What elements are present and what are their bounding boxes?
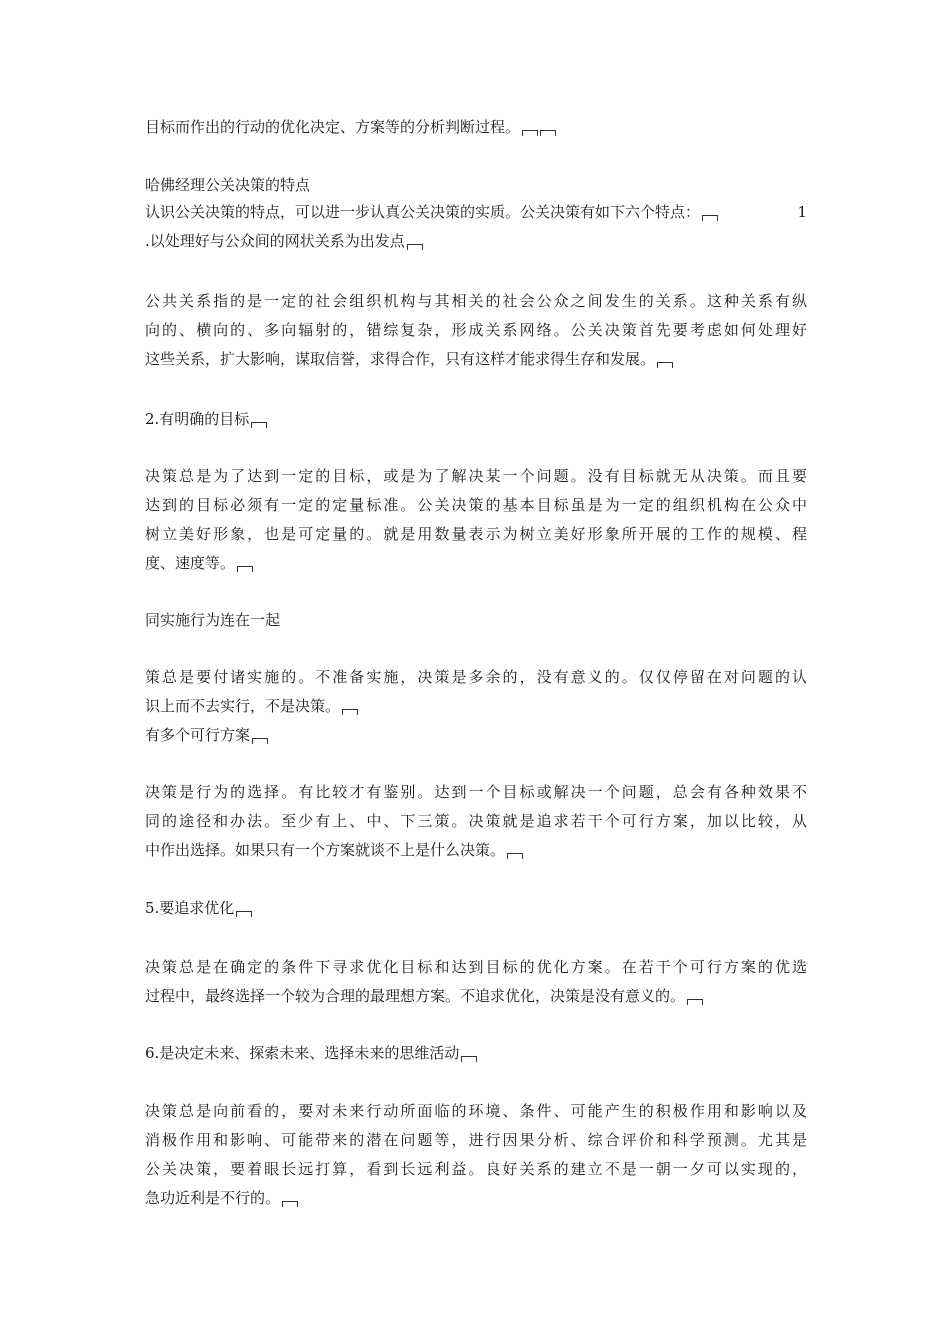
paragraph-mark-icon — [540, 130, 556, 136]
paragraph-line: 决策总是为了达到一定的目标，或是为了解决某一个问题。没有目标就无从决策。而且要 — [145, 467, 807, 485]
paragraph-line: 决策是行为的选择。有比较才有鉴别。达到一个目标或解决一个问题，总会有各种效果不 — [145, 783, 807, 801]
paragraph-mark-icon — [507, 853, 523, 859]
paragraph-line: 达到的目标必须有一定的定量标准。公关决策的基本目标虽是为一定的组织机构在公众中 — [145, 496, 807, 514]
paragraph-line: 向的、横向的、多向辐射的，错综复杂，形成关系网络。公关决策首先要考虑如何处理好 — [145, 321, 807, 339]
paragraph-line: 策总是要付诸实施的。不准备实施，决策是多余的，没有意义的。仅仅停留在对问题的认 — [145, 668, 807, 686]
paragraph-mark-icon — [522, 130, 538, 136]
feature-heading-1: .以处理好与公众间的网状关系为出发点 — [145, 231, 807, 251]
paragraph-line: 决策总是向前看的，要对未来行动所面临的环境、条件、可能产生的积极作用和影响以及 — [145, 1102, 807, 1120]
paragraph-mark-icon — [252, 738, 268, 744]
paragraph-mark-icon — [282, 1201, 298, 1207]
list-number: 1 — [797, 203, 807, 221]
paragraph-mark-icon — [702, 215, 718, 221]
section-heading: 哈佛经理公关决策的特点 — [145, 176, 311, 194]
paragraph-mark-icon — [342, 709, 358, 715]
intro-paragraph-line: 认识公关决策的特点，可以进一步认真公关决策的实质。公关决策有如下六个特点： 1 — [145, 203, 807, 221]
paragraph-line: 树立美好形象，也是可定量的。就是用数量表示为树立美好形象所开展的工作的规模、程 — [145, 525, 807, 543]
paragraph-line: 消极作用和影响、可能带来的潜在问题等，进行因果分析、综合评价和科学预测。尤其是 — [145, 1131, 807, 1149]
paragraph-mark-icon — [687, 999, 703, 1005]
paragraph-line: 决策总是在确定的条件下寻求优化目标和达到目标的优化方案。在若干个可行方案的优选 — [145, 958, 807, 976]
feature-heading-2: 2.有明确的目标 — [145, 409, 807, 429]
paragraph-line: 过程中，最终选择一个较为合理的最理想方案。不追求优化，决策是没有意义的。 — [145, 986, 807, 1006]
paragraph-mark-icon — [251, 422, 267, 428]
feature-heading-3: 同实施行为连在一起 — [145, 611, 281, 629]
feature-heading-6: 6.是决定未来、探索未来、选择未来的思维活动 — [145, 1043, 807, 1063]
paragraph-line: 识上而不去实行，不是决策。 — [145, 696, 807, 716]
paragraph-mark-icon — [407, 244, 423, 250]
paragraph-mark-icon — [461, 1056, 477, 1062]
paragraph-line: 同的途径和办法。至少有上、中、下三策。决策就是追求若干个可行方案，加以比较，从 — [145, 812, 807, 830]
feature-heading-5: 5.要追求优化 — [145, 898, 807, 918]
paragraph-mark-icon — [236, 911, 252, 917]
intro-text-line: 目标而作出的行动的优化决定、方案等的分析判断过程。 — [145, 117, 807, 137]
paragraph-mark-icon — [237, 566, 253, 572]
paragraph-line: 这些关系，扩大影响，谋取信誉，求得合作，只有这样才能求得生存和发展。 — [145, 349, 807, 369]
paragraph-line: 中作出选择。如果只有一个方案就谈不上是什么决策。 — [145, 840, 807, 860]
paragraph-line: 急功近利是不行的。 — [145, 1188, 807, 1208]
feature-heading-4: 有多个可行方案 — [145, 725, 807, 745]
paragraph-line: 度、速度等。 — [145, 553, 807, 573]
paragraph-line: 公关决策，要着眼长远打算，看到长远利益。良好关系的建立不是一朝一夕可以实现的， — [145, 1160, 807, 1178]
paragraph-line: 公共关系指的是一定的社会组织机构与其相关的社会公众之间发生的关系。这种关系有纵 — [145, 292, 807, 310]
paragraph-mark-icon — [657, 362, 673, 368]
